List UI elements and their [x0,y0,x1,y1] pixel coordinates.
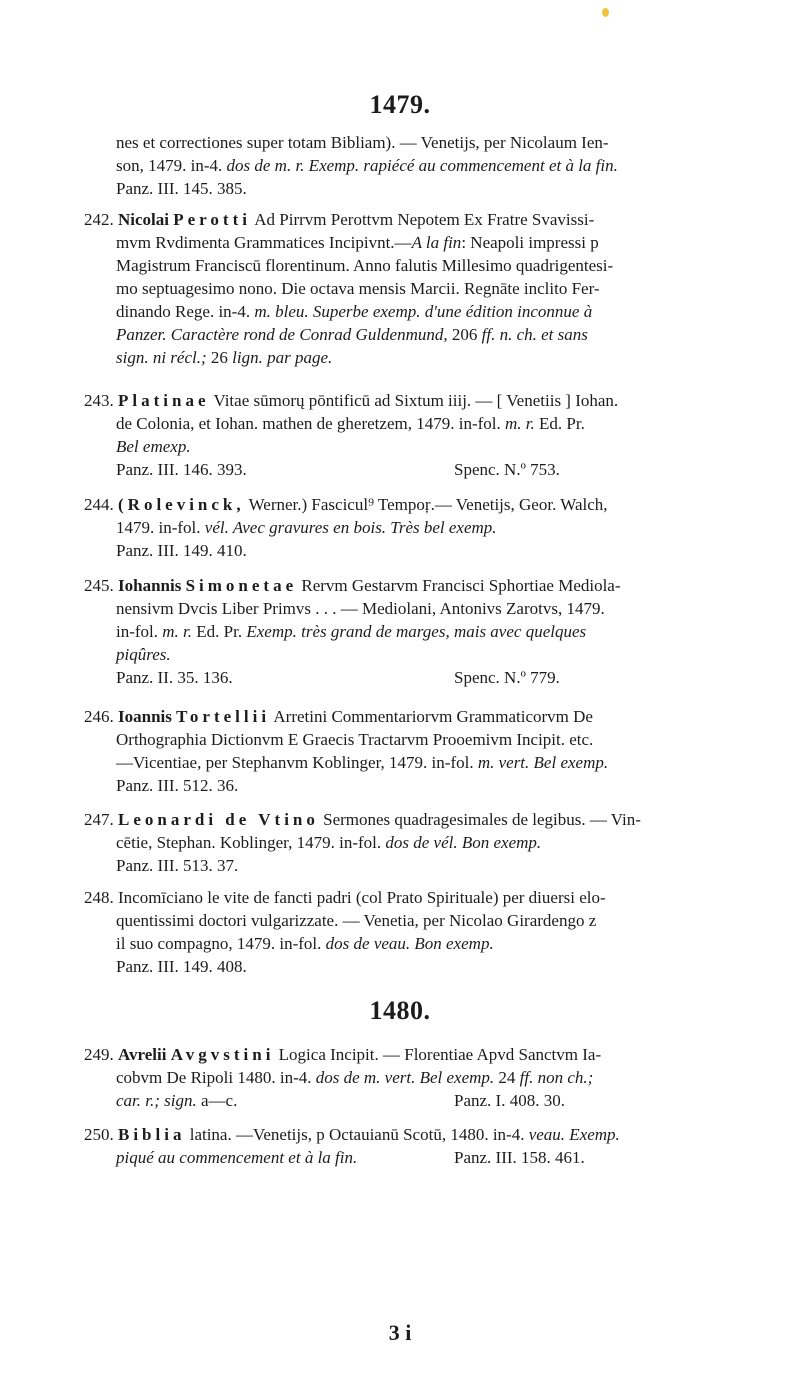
entry-title: Sermones quadragesimales de legibus. — Vin- [323,810,641,829]
entry-246 [84,705,744,797]
author-name: Platinae [118,391,210,410]
entry-title: Rervm Gestarvm Francisci Sphortiae Mediola- [301,576,621,595]
entry-number: 243. [84,391,114,410]
entry-line: Bel emexp. [116,437,191,456]
panzer-reference: Panz. III. 149. 408. [116,957,247,976]
entry-line: nensivm Dvcis Liber Primvs . . . — Mediolani, Antonivs Zarotvs, 1479. [116,599,605,618]
panzer-reference: Panz. III. 146. 393. [116,460,247,479]
entry-244 [84,493,744,562]
entry-line: dinando Rege. in-4. m. bleu. Superbe exemp. d'une édition inconnue à [116,302,593,321]
year-heading-1480: 1480. [369,996,431,1025]
author-surname: Perotti [173,210,251,229]
entry-title: Werner.) Fascicul⁹ Tempoŗ.— Venetijs, Geor. Walch, [248,495,608,514]
entry-242 [84,208,744,369]
entry-line: nes et correctiones super totam Bibliam). — Venetijs, per Nicolaum Ien- [116,133,609,152]
entry-249 [84,1043,744,1112]
panzer-reference: Panz. III. 149. 410. [116,541,247,560]
panzer-reference: Panz. II. 35. 136. [116,668,233,687]
entry-line: il suo compagno, 1479. in-fol. dos de veau. Bon exemp. [116,934,494,953]
author-name: Avrelii [118,1045,167,1064]
entry-number: 250. [84,1125,114,1144]
panzer-reference: Panz. III. 513. 37. [116,856,239,875]
entry-line: piqué au commencement et à la fin. Panz. III. 158. 461. [116,1148,585,1167]
entry-number: 246. [84,707,114,726]
author-name: Ioannis [118,707,172,726]
entry-250 [84,1123,744,1169]
entry-line: mvm Rvdimenta Grammatices Incipivnt.—A la fin: Neapoli impressi p [116,233,599,252]
entry-line: cētie, Stephan. Koblinger, 1479. in-fol. dos de vél. Bon exemp. [116,833,542,852]
entry-number: 242. [84,210,114,229]
entry-title: latina. —Venetijs, p Octauianū Scotū, 1480. in-4. veau. Exemp. [189,1125,620,1144]
entry-241-continuation [84,131,744,200]
entry-line: Magistrum Franciscū florentinum. Anno falutis Millesimo quadrigentesi- [116,256,614,275]
entry-title: Incomīciano le vite de fancti padri (col Prato Spirituale) per diuersi elo- [118,888,606,907]
spencer-reference: Spenc. N.º 753. [454,460,560,479]
entry-number: 248. [84,888,114,907]
references [84,458,744,481]
author-surname: Avgvstini [170,1045,275,1064]
entry-number: 245. [84,576,114,595]
entry-line: 1479. in-fol. vél. Avec gravures en bois. Très bel exemp. [116,518,497,537]
panzer-reference: Panz. I. 408. 30. [454,1091,565,1110]
entry-number: 247. [84,810,114,829]
entry-248 [84,886,744,978]
entry-number: 249. [84,1045,114,1064]
entry-line: sign. ni récl.; 26 lign. par page. [116,348,333,367]
entry-number: 244. [84,495,114,514]
panzer-reference: Panz. III. 145. 385. [116,179,247,198]
author-name: (Rolevinck, [118,495,245,514]
entry-line: cobvm De Ripoli 1480. in-4. dos de m. vert. Bel exemp. 24 ff. non ch.; [116,1068,594,1087]
entry-245 [84,574,744,689]
year-heading-1479: 1479. [369,90,431,119]
ink-spot [602,8,609,17]
author-surname: Tortellii [176,707,271,726]
entry-line: —Vicentiae, per Stephanvm Koblinger, 1479. in-fol. m. vert. Bel exemp. [116,753,609,772]
author-name: Iohannis [118,576,182,595]
references [84,666,744,689]
author-name: Biblia [118,1125,186,1144]
entry-line: piqûres. [116,645,171,664]
panzer-reference: Panz. III. 158. 461. [454,1148,585,1167]
entry-line: Panzer. Caractère rond de Conrad Guldenmund, 206 ff. n. ch. et sans [116,325,588,344]
entry-line: mo septuagesimo nono. Die octava mensis Marcii. Regnāte inclito Fer- [116,279,600,298]
entry-line: de Colonia, et Iohan. mathen de gheretzem, 1479. in-fol. m. r. Ed. Pr. [116,414,585,433]
entry-line: car. r.; sign. a—c. Panz. I. 408. 30. [116,1091,565,1110]
entry-title: Ad Pirrvm Perottvm Nepotem Ex Fratre Svavissi- [254,210,595,229]
entry-line: quentissimi doctori vulgarizzate. — Venetia, per Nicolao Girardengo z [116,911,597,930]
author-name: Leonardi de Vtino [118,810,319,829]
author-surname: Simonetae [185,576,298,595]
entry-title: Logica Incipit. — Florentiae Apvd Sanctvm Ia- [278,1045,602,1064]
signature-mark: 3 i [388,1320,412,1345]
entry-line: son, 1479. in-4. dos de m. r. Exemp. rapiécé au commencement et à la fin. [116,156,618,175]
author-name: Nicolai [118,210,169,229]
entry-247 [84,808,744,877]
entry-line: Orthographia Dictionvm E Graecis Tractarvm Prooemivm Incipit. etc. [116,730,594,749]
entry-title: Arretini Commentariorvm Grammaticorvm De [273,707,593,726]
entry-title: Vitae sūmorų pōntificū ad Sixtum iiij. — [ Venetiis ] Iohan. [213,391,619,410]
spencer-reference: Spenc. N.º 779. [454,668,560,687]
entry-line: in-fol. m. r. Ed. Pr. Exemp. très grand de marges, mais avec quelques [116,622,587,641]
entry-243 [84,389,744,481]
panzer-reference: Panz. III. 512. 36. [116,776,239,795]
